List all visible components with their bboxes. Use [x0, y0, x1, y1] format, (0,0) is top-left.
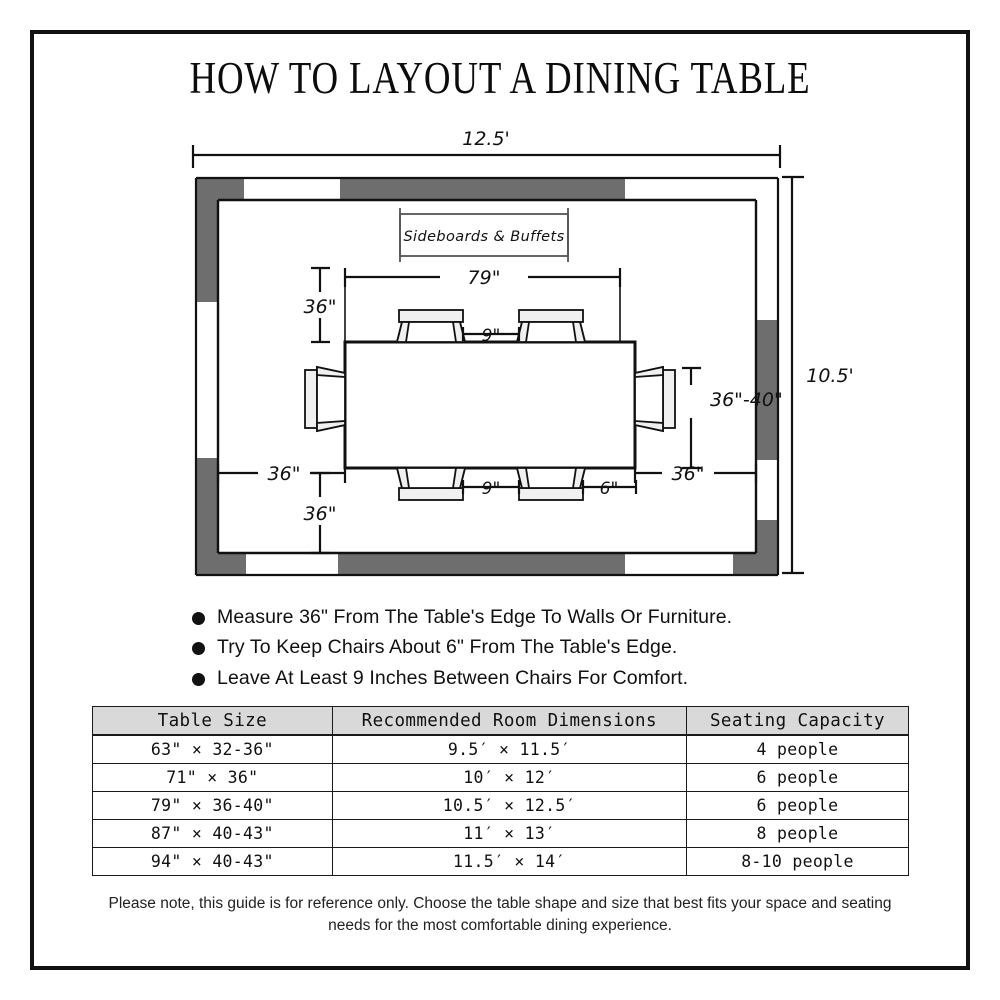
- label-chair-gap-bottom: 9": [481, 479, 501, 499]
- table-row: [93, 848, 909, 876]
- cell-room-dims: 11.5′ × 14′: [332, 848, 686, 876]
- chair-bottom-left: [397, 468, 465, 500]
- wall-top-right: [340, 178, 625, 200]
- wall-left-upper: [196, 178, 218, 302]
- chair-bottom-right: [517, 468, 585, 500]
- dim-table-depth: [682, 368, 701, 468]
- list-item: [192, 666, 892, 691]
- label-clearance-bottom: 36": [303, 503, 337, 525]
- chair-top-right: [517, 310, 585, 342]
- page-title: HOW TO LAYOUT A DINING TABLE: [189, 53, 811, 103]
- label-chair-edge: 6": [599, 479, 619, 499]
- bullet-dot-icon: [192, 673, 205, 686]
- label-clearance-right: 36": [671, 463, 705, 485]
- wall-bottom-middle: [338, 553, 625, 575]
- cell-room-dims: 11′ × 13′: [332, 820, 686, 848]
- cell-room-dims: 9.5′ × 11.5′: [332, 735, 686, 764]
- label-room-height: 10.5': [806, 365, 854, 387]
- table-size-reference-table: [92, 706, 909, 876]
- bullet-dot-icon: [192, 612, 205, 625]
- table-row: [93, 764, 909, 792]
- column-header-room-dimensions: Recommended Room Dimensions: [332, 707, 686, 736]
- chair-top-left: [397, 310, 465, 342]
- chair-left: [305, 367, 345, 431]
- cell-seating: 6 people: [686, 792, 908, 820]
- cell-seating: 4 people: [686, 735, 908, 764]
- label-table-width: 79": [467, 267, 501, 289]
- label-clearance-top: 36": [303, 296, 337, 318]
- cell-table-size: 94" × 40-43": [93, 848, 333, 876]
- cell-table-size: 63" × 32-36": [93, 735, 333, 764]
- label-room-width: 12.5': [462, 128, 510, 150]
- list-item: [192, 635, 892, 660]
- tips-list: [192, 605, 892, 696]
- table-row: [93, 820, 909, 848]
- table-row: [93, 735, 909, 764]
- footer-note: Please note, this guide is for reference only. Choose the table shape and size that best fits your space and seating needs for the most comfortable dining experience.: [108, 895, 892, 935]
- bullet-dot-icon: [192, 642, 205, 655]
- column-header-seating-capacity: Seating Capacity: [686, 707, 908, 736]
- wall-bottom-left: [196, 553, 246, 575]
- cell-table-size: 87" × 40-43": [93, 820, 333, 848]
- cell-room-dims: 10′ × 12′: [332, 764, 686, 792]
- cell-seating: 8-10 people: [686, 848, 908, 876]
- tip-text: Leave At Least 9 Inches Between Chairs For Comfort.: [217, 666, 689, 689]
- dim-room-height: [782, 177, 804, 573]
- cell-table-size: 79" × 36-40": [93, 792, 333, 820]
- tip-text: Try To Keep Chairs About 6" From The Table's Edge.: [217, 636, 678, 659]
- cell-seating: 6 people: [686, 764, 908, 792]
- table-header-row: [93, 707, 909, 736]
- sideboard-label: Sideboards & Buffets: [403, 229, 565, 245]
- cell-table-size: 71" × 36": [93, 764, 333, 792]
- cell-seating: 8 people: [686, 820, 908, 848]
- label-chair-gap-top: 9": [481, 326, 501, 346]
- label-table-depth: 36"-40": [710, 389, 783, 411]
- tip-text: Measure 36" From The Table's Edge To Walls Or Furniture.: [217, 606, 733, 628]
- chair-right: [635, 367, 675, 431]
- list-item: [192, 605, 892, 630]
- dining-table: [345, 342, 635, 468]
- column-header-table-size: Table Size: [93, 707, 333, 736]
- cell-room-dims: 10.5′ × 12.5′: [332, 792, 686, 820]
- label-clearance-left: 36": [267, 463, 301, 485]
- wall-right-lower: [756, 520, 778, 575]
- table-row: [93, 792, 909, 820]
